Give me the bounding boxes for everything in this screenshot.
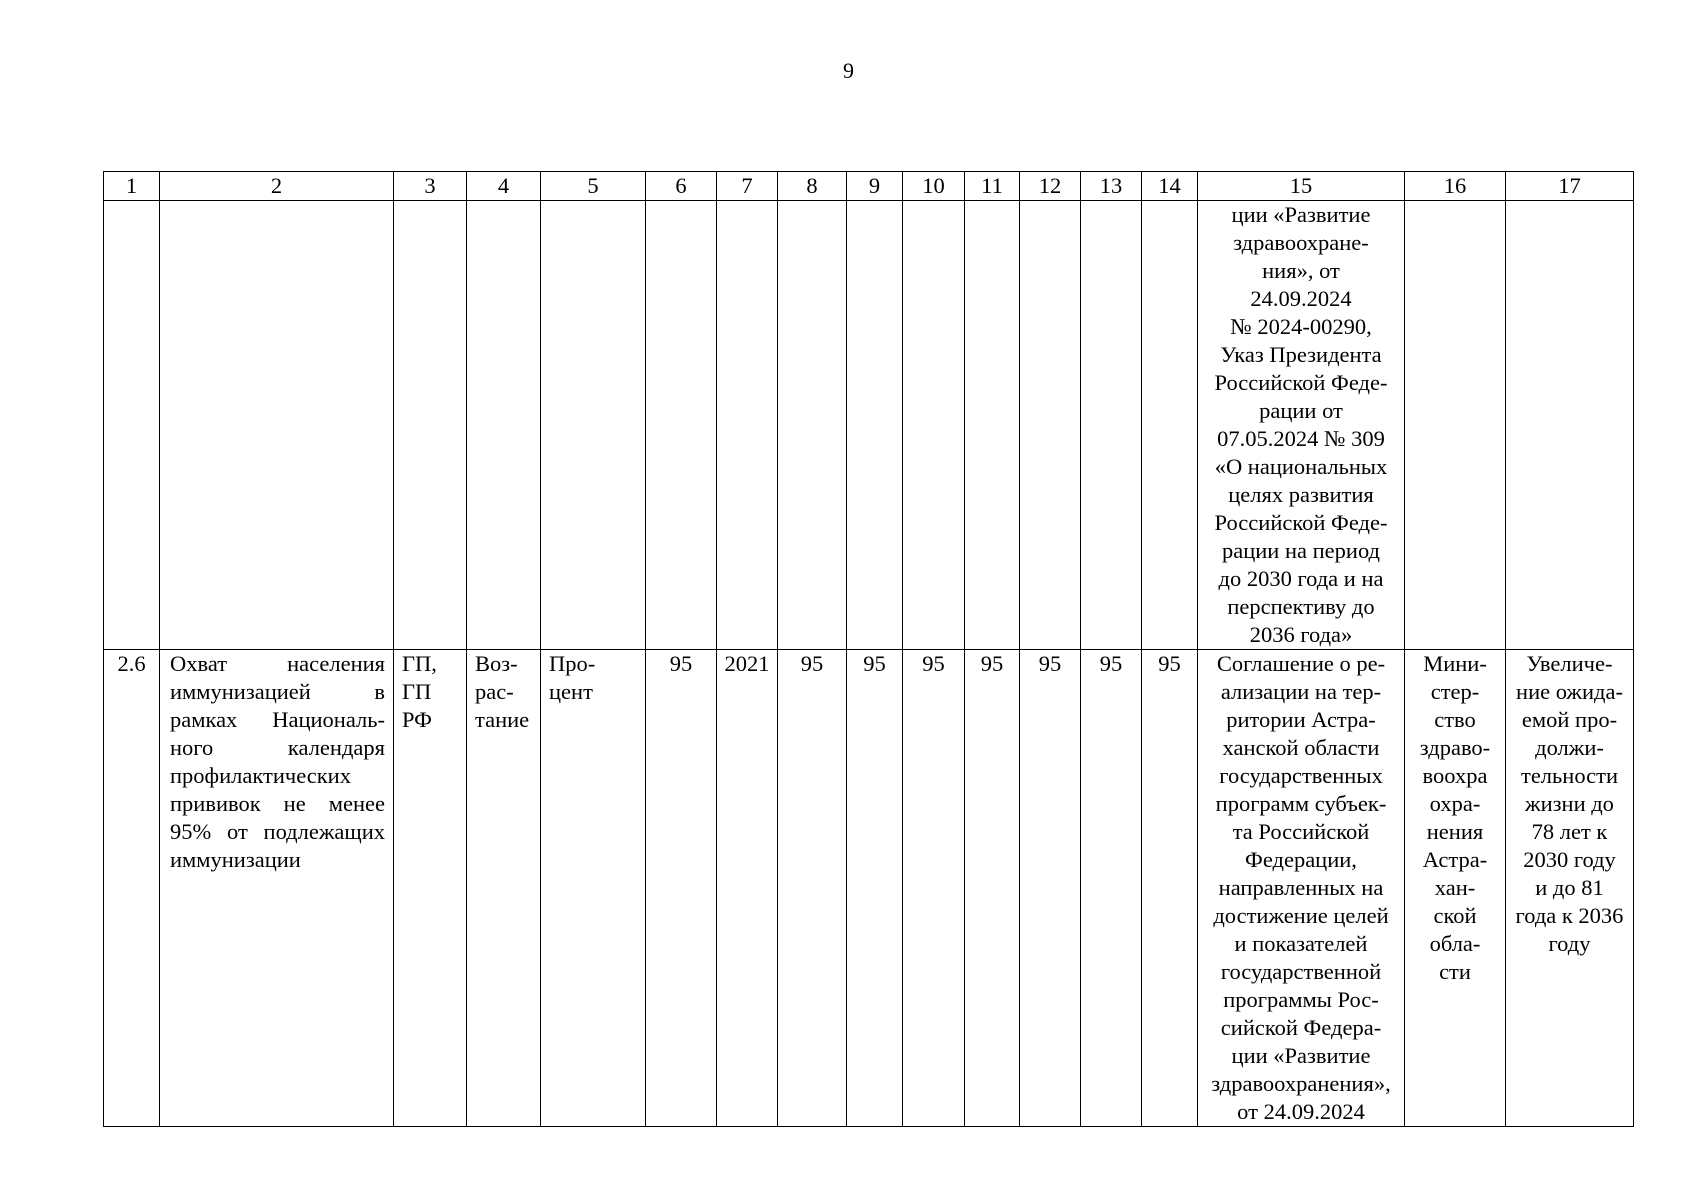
header-cell: 8 [778, 172, 847, 201]
table-cell-trend: Воз- рас- тание [467, 650, 541, 1127]
header-cell: 6 [646, 172, 717, 201]
table-cell [1506, 201, 1634, 650]
table-cell-source-document: Соглашение о ре- ализации на тер- ритории Астра- ханской области государственных программ субъек- та Российской Федерации, направленных на достижение целей и показателей государственной программы Рос- сийской Федера- ции «Развитие здравоохранения», от 24.09.2024 [1198, 650, 1405, 1127]
table-cell [541, 201, 646, 650]
table-cell-value: 95 [1020, 650, 1081, 1127]
table-cell [778, 201, 847, 650]
table-row [104, 650, 1634, 1127]
table-cell-level: ГП, ГП РФ [394, 650, 467, 1127]
table-cell [965, 201, 1020, 650]
table-cell [1405, 201, 1506, 650]
header-cell: 12 [1020, 172, 1081, 201]
indicators-table [103, 171, 1634, 1127]
table-cell-base-year: 2021 [717, 650, 778, 1127]
table-cell-value: 95 [1142, 650, 1198, 1127]
header-cell: 11 [965, 172, 1020, 201]
table-cell-value: 95 [847, 650, 903, 1127]
table-cell [717, 201, 778, 650]
table-cell [394, 201, 467, 650]
table-header-row [104, 172, 1634, 201]
table-cell [903, 201, 965, 650]
table-cell [160, 201, 394, 650]
header-cell: 1 [104, 172, 160, 201]
table-cell-national-goal: Увеличе- ние ожида- емой про- должи- тельности жизни до 78 лет к 2030 году и до 81 года к 2036 году [1506, 650, 1634, 1127]
header-cell: 7 [717, 172, 778, 201]
table-cell [467, 201, 541, 650]
table-cell-indicator-name: Охват населения иммунизацией в рамках Националь-ного календаря профилактических прививок не менее 95% от подлежащих иммунизации [160, 650, 394, 1127]
table-cell [1081, 201, 1142, 650]
table-cell-value: 95 [903, 650, 965, 1127]
header-cell: 9 [847, 172, 903, 201]
table-cell-source-continued: ции «Развитие здравоохране- ния», от 24.09.2024 № 2024-00290, Указ Президента Российской Феде- рации от 07.05.2024 № 309 «О национальных целях развития Российской Феде- рации на период до 2030 года и на перспективу до 2036 года» [1198, 201, 1405, 650]
header-cell: 5 [541, 172, 646, 201]
header-cell: 4 [467, 172, 541, 201]
header-cell: 3 [394, 172, 467, 201]
header-cell: 16 [1405, 172, 1506, 201]
header-cell: 13 [1081, 172, 1142, 201]
table-cell [1142, 201, 1198, 650]
header-cell: 2 [160, 172, 394, 201]
table-row [104, 201, 1634, 650]
table-cell-value: 95 [1081, 650, 1142, 1127]
table-cell [847, 201, 903, 650]
table-cell-unit: Про- цент [541, 650, 646, 1127]
table-cell [1020, 201, 1081, 650]
table-cell-value: 95 [778, 650, 847, 1127]
table-cell-responsible: Мини- стер- ство здраво- воохра охра- нения Астра- хан- ской обла- сти [1405, 650, 1506, 1127]
header-cell: 14 [1142, 172, 1198, 201]
table-cell [646, 201, 717, 650]
table-cell-value: 95 [965, 650, 1020, 1127]
header-cell: 17 [1506, 172, 1634, 201]
header-cell: 10 [903, 172, 965, 201]
page-number: 9 [843, 58, 854, 83]
table-cell [104, 201, 160, 650]
table-cell-row-number: 2.6 [104, 650, 160, 1127]
table-cell-value: 95 [646, 650, 717, 1127]
header-cell: 15 [1198, 172, 1405, 201]
